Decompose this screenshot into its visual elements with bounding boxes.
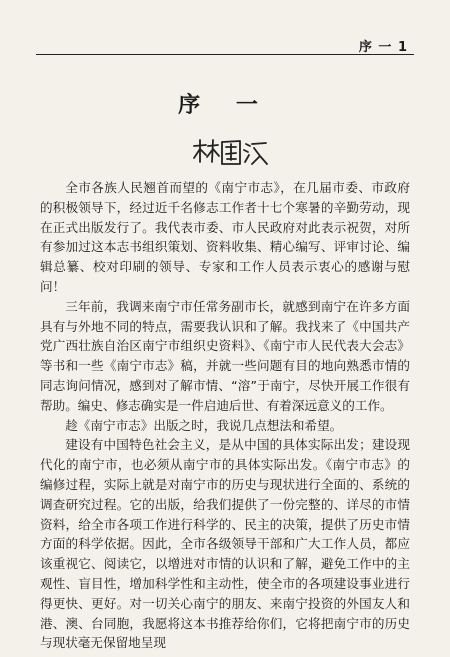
page-header [36,38,414,55]
page-title: 序 一 [178,93,272,118]
paragraph: 建设有中国特色社会主义，是从中国的具体实际出发；建设现代化的南宁市，也必须从南宁市的具体实际出发。《南宁市志》的编修过程，实际上就是对南宁市的历史与现状进行全面的、系统的调查研究过程。它的出版，给我们提供了一份完整的、详尽的市情资料，给全市各项工作进行科学的、民主的决策，提供了历史市情方面的科学依据。因此，全市各级领导干部和广大工作人员，都应该重视它、阅读它，以增进对市情的认识和了解，避免工作中的主观性、盲目性，增加科学性和主动性，使全市的各项建设事业进行得更快、更好。对一切关心南宁的朋友、来南宁投资的外国友人和港、澳、台同胞，我愿将这本书推荐给你们，它将把南宁市的历史与现状毫无保留地呈现 [40,437,410,651]
preface-body [40,178,410,653]
paragraph: 三年前，我调来南宁市任常务副市长，就感到南宁在许多方面具有与外地不同的特点，需要我认识和了解。我找来了《中国共产党广西壮族自治区南宁市组织史资料》、《南宁市人民代表大会志》等书和一些《南宁市志》稿，并就一些问题有目的地向熟悉市情的同志询问情况，感到对了解市情、“溶”于南宁，尽快开展工作很有帮助。编史、修志确实是一件启迪后世、有着深远意义的工作。 [40,298,410,413]
paragraph: 全市各族人民翘首而望的《南宁市志》，在几届市委、市政府的积极领导下，经过近千名修志工作者十七个寒暑的辛勤劳动，现在正式出版发行了。我代表市委、市人民政府对此表示祝贺，对所有参加过这本志书组织策划、资料收集、精心编写、评审讨论、编辑总纂、校对印刷的领导、专家和工作人员表示衷心的感谢与慰问！ [40,180,410,294]
paragraph: 趁《南宁市志》出版之时，我说几点想法和希望。 [65,417,343,433]
running-head: 序 一 1 [358,40,408,55]
handwritten-signature [190,136,270,170]
